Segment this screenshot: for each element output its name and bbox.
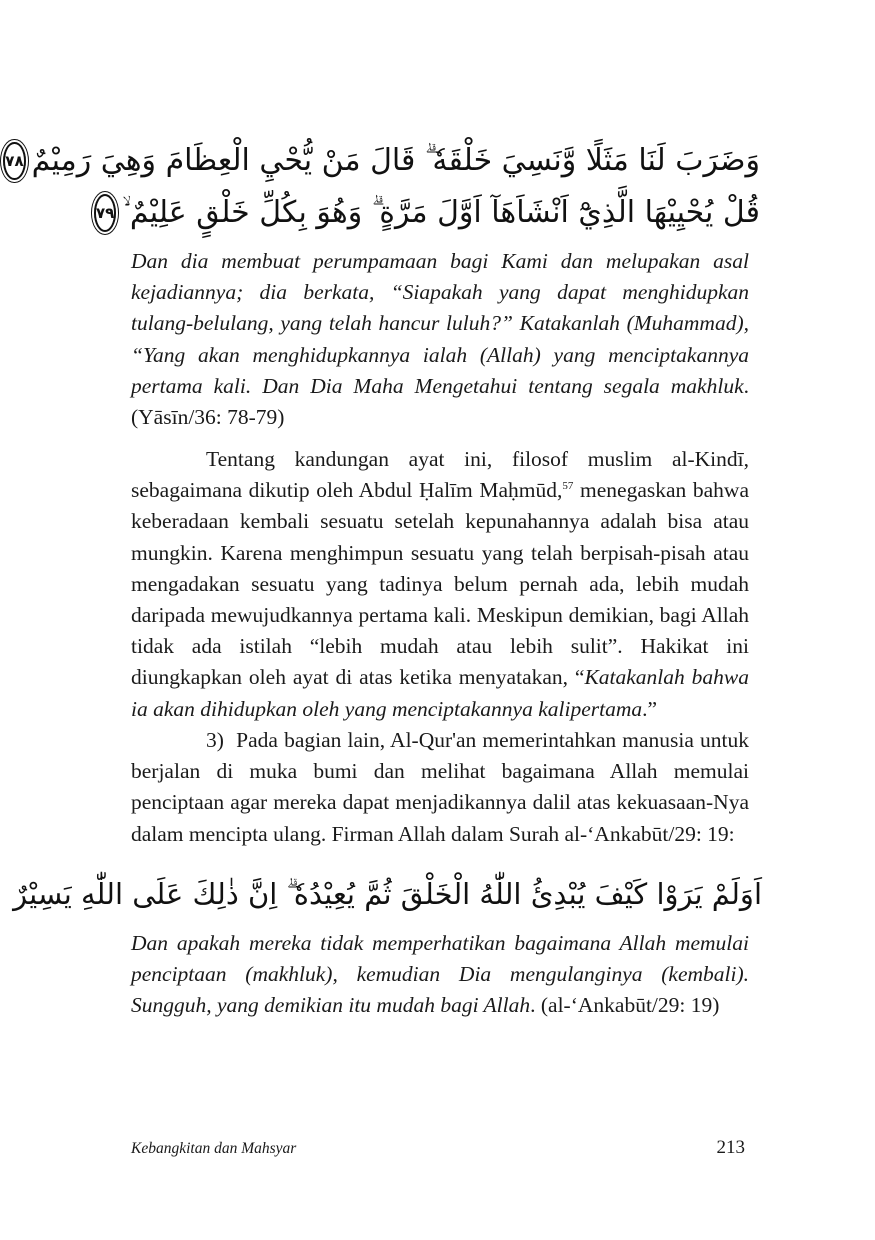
arabic-verse-line <box>96 187 760 239</box>
ayah-number-ornament-icon: ٧٨ <box>3 142 25 180</box>
quran-verse-block-ankabut: اَوَلَمْ يَرَوْا كَيْفَ يُبْدِئُ اللّٰهُ الْخَلْقَ ثُمَّ يُعِيْدُهٗ ۗ اِنَّ ذٰلِكَ عَلَى اللّٰهِ يَسِيْرٌ <box>13 877 762 911</box>
body-paragraph-al-kindi <box>131 444 749 725</box>
verse-translation-yasin <box>131 246 749 433</box>
quoted-verse-text: Katakanlah bahwa ia akan dihidupkan oleh yang menciptakannya kalipertama <box>131 665 749 721</box>
footnote-reference[interactable]: 57 <box>562 480 574 493</box>
arabic-verse-text: وَضَرَبَ لَنَا مَثَلًا وَّنَسِيَ خَلْقَهٗ ۗ قَالَ مَنْ يُّحْيِ الْعِظَامَ وَهِيَ رَمِيْمٌ <box>31 143 760 178</box>
verse-citation: . (al-‘Ankabūt/29: 19) <box>530 993 720 1018</box>
running-title: Kebangkitan dan Mahsyar <box>131 1140 297 1157</box>
quran-verse-block-yasin <box>5 135 760 239</box>
ayah-number-ornament-icon: ٧٩ <box>94 194 116 232</box>
paragraph-text: menegaskan bahwa keberadaan kembali sesuatu setelah kepunahannya adalah bisa atau mungkin. Karena menghimpun sesuatu yang telah berpisah-pisah atau mengadakan sesuatu yang tadinya belum pernah ada, lebih mudah daripada mewujudkannya pertama kali. Meskipun demikian, bagi Allah tidak ada istilah “lebih mudah atau lebih sulit”. Hakikat ini diungkapkan oleh ayat di atas ketika menyatakan, “ <box>131 478 750 690</box>
arabic-verse-line <box>5 135 760 187</box>
paragraph-text: Tentang kandungan ayat ini, filosof muslim al-Kindī, sebagaimana dikutip oleh Abdul Ḥalīm Maḥmūd, <box>131 447 749 503</box>
body-paragraph-numbered-3 <box>131 725 749 850</box>
translation-text: Dan apakah mereka tidak memperhatikan bagaimana Allah memulai penciptaan (makhluk), kemudian Dia mengulanginya (kembali). Sungguh, yang demikian itu mudah bagi Allah <box>131 931 749 1018</box>
translation-text: Dan dia membuat perumpamaan bagi Kami dan melupakan asal kejadiannya; dia berkata, “Siapakah yang dapat menghidupkan tulang-belulang, yang telah hancur luluh?” Katakanlah (Muhammad), “Yang akan menghidupkannya ialah (Allah) yang menciptakannya pertama kali. Dan Dia Maha Mengetahui tentang segala makhluk <box>131 249 749 398</box>
page-footer <box>131 1137 745 1159</box>
list-number: 3) <box>206 728 224 752</box>
paragraph-text: Pada bagian lain, Al-Qur'an memerintahkan manusia untuk berjalan di muka bumi dan melihat bagaimana Allah memulai penciptaan agar mereka dapat menjadikannya dalil atas kekuasaan-Nya dalam mencipta ulang. Firman Allah dalam Surah al-‘Ankabūt/29: 19: <box>131 728 749 846</box>
verse-citation: . (Yāsīn/36: 78-79) <box>131 373 749 430</box>
arabic-verse-text: قُلْ يُحْيِيْهَا الَّذِيْٓ اَنْشَاَهَآ اَوَّلَ مَرَّةٍ ۗ وَهُوَ بِكُلِّ خَلْقٍ عَلِيْمٌ ۙ <box>122 195 760 230</box>
paragraph-text: .” <box>642 696 658 721</box>
page-number: 213 <box>716 1137 745 1158</box>
verse-translation-ankabut <box>131 928 749 1022</box>
